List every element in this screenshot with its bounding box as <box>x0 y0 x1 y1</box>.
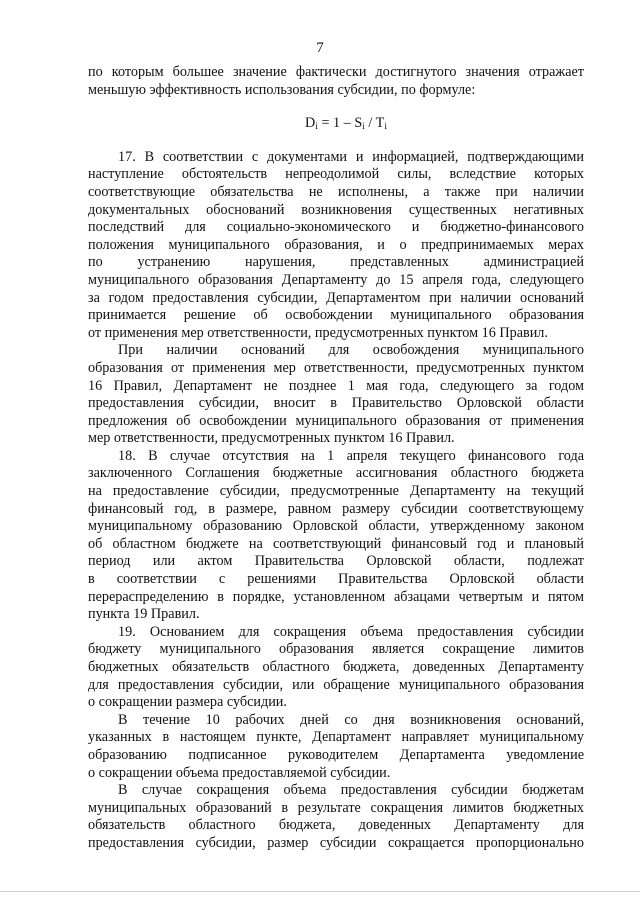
paragraph <box>88 782 584 852</box>
text-line: последствий для социально-экономического и бюджетно-финансового <box>88 219 584 236</box>
text-line: за годом предоставления субсидии, Департаментом при наличии оснований <box>88 289 584 306</box>
formula-divisor-subscript: i <box>384 122 387 133</box>
bottom-divider <box>0 891 640 892</box>
formula-lhs: D <box>305 115 316 132</box>
text-line: от применения мер ответственности, предусмотренных пунктом 16 Правил. <box>88 324 548 341</box>
text-line: меньшую эффективность использования субсидии, по формуле: <box>88 81 476 98</box>
text-line: для предоставления субсидии, или обращение муниципального образования <box>88 676 584 693</box>
paragraph <box>88 712 584 782</box>
text-line: наступление обстоятельств непреодолимой силы, вследствие которых <box>88 166 584 183</box>
text-line: 17. В соответствии с документами и информацией, подтверждающими <box>118 148 584 165</box>
text-line: о сокращении объема предоставляемой субсидии. <box>88 764 391 781</box>
text-line: 18. В случае отсутствия на 1 апреля текущего финансового года <box>118 447 584 464</box>
text-line: 19. Основанием для сокращения объема предоставления субсидии <box>118 623 584 640</box>
text-line: финансовый год, в размере, равном размеру субсидии соответствующему <box>88 500 584 517</box>
text-line: по устранению нарушения, представленных администрацией <box>88 254 584 271</box>
formula <box>88 115 584 133</box>
text-line: В случае сокращения объема предоставления субсидии бюджетам <box>118 782 584 799</box>
text-line: документальных обоснований возникновения существенных негативных <box>88 201 584 218</box>
text-line: бюджетных обязательств областного бюджета, доведенных Департаменту <box>88 659 584 675</box>
paragraph <box>88 149 584 343</box>
formula-divisor: / T <box>364 115 385 132</box>
text-line: принимается решение об освобождении муниципального образования <box>88 307 584 324</box>
text-line: образования от применения мер ответственности, предусмотренных пунктом <box>88 359 584 376</box>
text-line: пункта 19 Правил. <box>88 606 200 623</box>
formula-middle: = 1 – S <box>317 115 363 132</box>
text-line: муниципальному образованию Орловской области, утвержденному законом <box>88 518 584 535</box>
text-line: предложения об освобождении муниципального образования от применения <box>88 412 584 429</box>
paragraph <box>88 342 584 448</box>
text-line: В течение 10 рабочих дней со дня возникновения оснований, <box>118 711 584 728</box>
text-line: период или актом Правительства Орловской области, подлежат <box>88 553 584 570</box>
formula-middle-subscript: i <box>362 122 365 133</box>
text-line: заключенного Соглашения бюджетные ассигнования областного бюджета <box>88 465 584 482</box>
text-line: муниципального образования Департаменту до 15 апреля года, следующего <box>88 271 584 288</box>
text-line: обязательств областного бюджета, доведенных Департаменту для <box>88 817 584 834</box>
text-line: муниципальных образований в результате сокращения лимитов бюджетных <box>88 799 584 816</box>
formula-lhs-subscript: i <box>315 122 318 133</box>
text-line: перераспределению в порядке, установленном абзацами четвертым и пятом <box>88 588 584 605</box>
text-line: бюджету муниципального образования является сокращение лимитов <box>88 641 584 658</box>
paragraph-list <box>88 149 584 853</box>
text-line: об областном бюджете на соответствующий финансовый год и плановый <box>88 535 584 552</box>
text-line: положения муниципального образования, и о предпринимаемых мерах <box>88 236 584 253</box>
paragraph <box>88 624 584 712</box>
text-line: о сокращении размера субсидии. <box>88 694 287 711</box>
text-line: мер ответственности, предусмотренных пунктом 16 Правил. <box>88 430 455 447</box>
document-body <box>88 64 584 853</box>
paragraph <box>88 448 584 624</box>
text-line: образованию подписанное руководителем Департамента уведомление <box>88 746 584 763</box>
text-line: в соответствии с решениями Правительства Орловской области <box>88 571 584 588</box>
text-line: указанных в настоящем пункте, Департамент направляет муниципальному <box>88 729 584 746</box>
text-line: на предоставление субсидии, предусмотренные Департаменту на текущий <box>88 483 584 500</box>
text-line: предоставления субсидии, размер субсидии сокращается пропорционально <box>88 834 584 851</box>
text-line: предоставления субсидии, вносит в Правительство Орловской области <box>88 395 584 412</box>
text-line: При наличии оснований для освобождения муниципального <box>118 342 584 359</box>
text-line: по которым большее значение фактически достигнутого значения отражает <box>88 64 584 80</box>
page-number: 7 <box>316 40 324 56</box>
text-line: соответствующие обязательства не исполнены, а также при наличии <box>88 183 584 200</box>
text-line: 16 Правил, Департамент не позднее 1 мая года, следующего за годом <box>88 377 584 394</box>
